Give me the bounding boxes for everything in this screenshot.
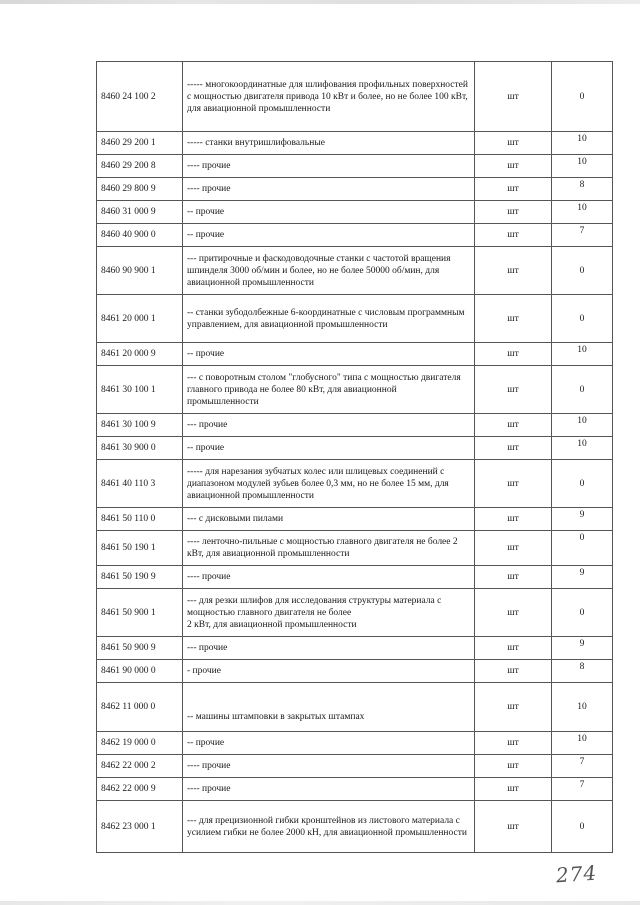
unit-cell: шт (475, 414, 552, 437)
value-cell: 0 (552, 801, 613, 853)
value-text: 10 (577, 134, 587, 144)
description-cell: --- притирочные и фаскодоводочные станки с частотой вращения шпинделя 3000 об/мин и более, но не более 50000 об/мин, для авиационной промышленности (183, 247, 475, 295)
value-text: 7 (579, 780, 585, 790)
description-cell: --- прочие (183, 414, 475, 437)
code-cell: 8461 90 000 0 (97, 660, 183, 683)
unit-cell: шт (475, 460, 552, 508)
unit-cell: шт (475, 589, 552, 637)
value-cell: 0 (552, 460, 613, 508)
value-cell (552, 201, 613, 224)
table-row (97, 637, 613, 660)
description-cell: --- для прецизионной гибки кронштейнов из листового материала с усилием гибки не более 2000 кН, для авиационной промышленности (183, 801, 475, 853)
unit-cell: шт (475, 247, 552, 295)
value-cell (552, 155, 613, 178)
unit-cell: шт (475, 508, 552, 531)
value-text: 10 (577, 203, 587, 213)
value-cell: 10 (552, 683, 613, 732)
table-row (97, 224, 613, 247)
table-row (97, 366, 613, 414)
tariff-table (96, 61, 613, 853)
unit-cell: шт (475, 801, 552, 853)
table-row (97, 589, 613, 637)
value-cell: 0 (552, 589, 613, 637)
description-cell: --- с поворотным столом "глобусного" типа с мощностью двигателя главного привода не более 80 кВт, для авиационной промышленности (183, 366, 475, 414)
table-row (97, 732, 613, 755)
description-cell: ---- ленточно-пильные с мощностью главного двигателя не более 2 кВт, для авиационной промышленности (183, 531, 475, 566)
table-row (97, 132, 613, 155)
table-row (97, 508, 613, 531)
value-cell: 0 (552, 247, 613, 295)
code-cell: 8460 31 000 9 (97, 201, 183, 224)
value-text: 9 (579, 568, 585, 578)
table-row (97, 343, 613, 366)
description-cell: ----- многокоординатные для шлифования профильных поверхностей с мощностью двигателя привода 10 кВт и более, но не более 100 кВт, для авиационной промышленности (183, 62, 475, 132)
value-text: 7 (579, 757, 585, 767)
description-cell (183, 683, 475, 732)
value-cell (552, 637, 613, 660)
value-text: 8 (579, 180, 585, 190)
description-cell: ---- прочие (183, 566, 475, 589)
description-cell: --- с дисковыми пилами (183, 508, 475, 531)
value-cell (552, 132, 613, 155)
unit-cell: шт (475, 201, 552, 224)
unit-cell: шт (475, 437, 552, 460)
value-cell (552, 414, 613, 437)
value-text: 8 (579, 662, 585, 672)
description-cell: -- прочие (183, 343, 475, 366)
code-cell: 8461 30 100 1 (97, 366, 183, 414)
table-row (97, 247, 613, 295)
description-cell: ----- для нарезания зубчатых колес или шлицевых соединений с диапазоном модулей зубьев более 0,3 мм, но не более 15 мм, для авиационной промышленности (183, 460, 475, 508)
code-cell: 8461 50 110 0 (97, 508, 183, 531)
code-cell: 8461 40 110 3 (97, 460, 183, 508)
description-cell: --- прочие (183, 637, 475, 660)
value-cell (552, 660, 613, 683)
unit-cell: шт (475, 155, 552, 178)
value-cell (552, 732, 613, 755)
unit-cell: шт (475, 366, 552, 414)
handwritten-page-number: 274 (555, 860, 598, 888)
code-cell: 8461 30 100 9 (97, 414, 183, 437)
unit-cell: шт (475, 755, 552, 778)
code-cell: 8461 50 900 1 (97, 589, 183, 637)
value-text: 10 (577, 416, 587, 426)
code-cell: 8461 50 190 9 (97, 566, 183, 589)
unit-cell: шт (475, 62, 552, 132)
description-cell: -- станки зубодолбежные 6-координатные с числовым программным управлением, для авиационной промышленности (183, 295, 475, 343)
table-row (97, 801, 613, 853)
unit-cell: шт (475, 343, 552, 366)
value-cell (552, 508, 613, 531)
table-row (97, 178, 613, 201)
value-text: 10 (577, 439, 587, 449)
description-cell: -- прочие (183, 437, 475, 460)
code-cell: 8461 50 900 9 (97, 637, 183, 660)
description-cell: -- прочие (183, 201, 475, 224)
description-cell: ---- прочие (183, 178, 475, 201)
code-cell: 8462 19 000 0 (97, 732, 183, 755)
table-row (97, 155, 613, 178)
unit-cell: шт (475, 224, 552, 247)
table-row (97, 460, 613, 508)
description-cell: ----- станки внутришлифовальные (183, 132, 475, 155)
code-cell: 8460 29 200 1 (97, 132, 183, 155)
description-cell: --- для резки шлифов для исследования структуры материала с мощностью главного двигателя не более 2 кВт, для авиационной промышленности (183, 589, 475, 637)
description-cell: -- прочие (183, 732, 475, 755)
table-row (97, 755, 613, 778)
description-cell: - прочие (183, 660, 475, 683)
value-text: 10 (577, 345, 587, 355)
code-cell: 8460 40 900 0 (97, 224, 183, 247)
unit-cell: шт (475, 778, 552, 801)
code-cell: 8461 50 190 1 (97, 531, 183, 566)
table-row (97, 778, 613, 801)
table-row (97, 683, 613, 732)
unit-cell: шт (475, 295, 552, 343)
value-text: 7 (579, 226, 585, 236)
value-cell: 0 (552, 62, 613, 132)
code-cell: 8460 24 100 2 (97, 62, 183, 132)
table-row (97, 531, 613, 566)
value-cell (552, 531, 613, 566)
value-cell (552, 178, 613, 201)
code-cell: 8462 11 000 0 (97, 683, 183, 732)
code-cell: 8462 22 000 2 (97, 755, 183, 778)
code-cell: 8460 29 800 9 (97, 178, 183, 201)
unit-cell: шт (475, 732, 552, 755)
code-cell: 8462 22 000 9 (97, 778, 183, 801)
unit-cell: шт (475, 178, 552, 201)
description-cell: -- прочие (183, 224, 475, 247)
table-row (97, 660, 613, 683)
value-cell (552, 224, 613, 247)
value-text: 10 (577, 157, 587, 167)
value-cell (552, 755, 613, 778)
code-cell: 8461 30 900 0 (97, 437, 183, 460)
unit-cell: шт (475, 531, 552, 566)
description-cell: ---- прочие (183, 755, 475, 778)
code-cell: 8462 23 000 1 (97, 801, 183, 853)
code-cell: 8461 20 000 1 (97, 295, 183, 343)
table-row (97, 295, 613, 343)
value-cell (552, 566, 613, 589)
description-text: -- машины штамповки в закрытых штампах (187, 712, 365, 722)
unit-cell: шт (475, 637, 552, 660)
value-cell: 0 (552, 366, 613, 414)
table-row (97, 201, 613, 224)
code-cell: 8460 29 200 8 (97, 155, 183, 178)
value-text: 0 (579, 533, 585, 543)
value-text: 10 (577, 734, 587, 744)
scan-top-edge (0, 0, 640, 4)
unit-cell: шт (475, 566, 552, 589)
table-row (97, 437, 613, 460)
table-row (97, 566, 613, 589)
value-cell (552, 778, 613, 801)
value-cell (552, 437, 613, 460)
tariff-table-body (97, 62, 613, 853)
table-row (97, 414, 613, 437)
value-cell: 0 (552, 295, 613, 343)
description-cell: ---- прочие (183, 778, 475, 801)
code-cell: 8460 90 900 1 (97, 247, 183, 295)
code-cell: 8461 20 000 9 (97, 343, 183, 366)
value-cell (552, 343, 613, 366)
unit-cell: шт (475, 660, 552, 683)
unit-cell: шт (475, 683, 552, 732)
scan-bottom-edge (0, 901, 640, 905)
table-row (97, 62, 613, 132)
unit-cell: шт (475, 132, 552, 155)
value-text: 9 (579, 510, 585, 520)
value-text: 9 (579, 639, 585, 649)
description-cell: ---- прочие (183, 155, 475, 178)
